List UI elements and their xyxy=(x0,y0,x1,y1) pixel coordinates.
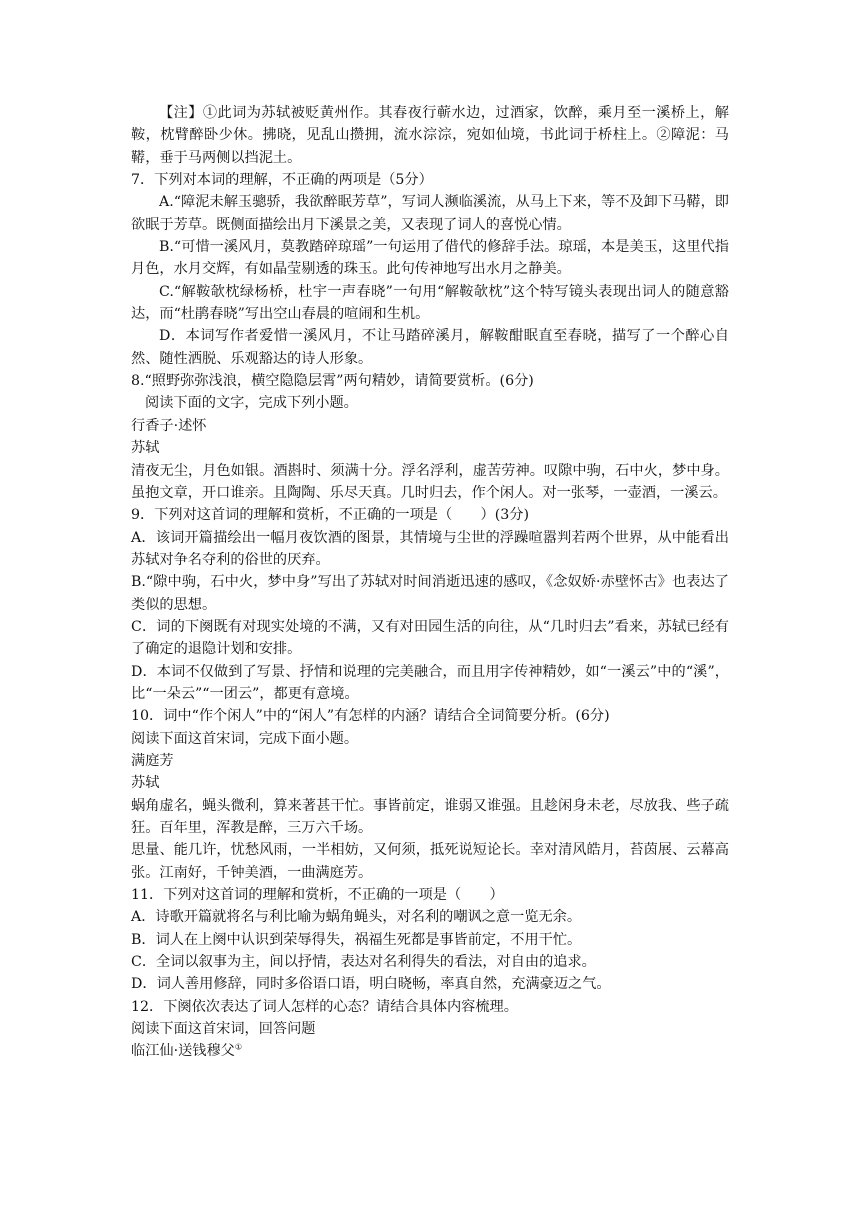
footnote-marker: ① xyxy=(234,1042,242,1052)
question-10: 10．词中“作个闲人”中的“闲人”有怎样的内涵？请结合全词简要分析。(6分) xyxy=(131,708,610,725)
q11-option-b: B．词人在上阕中认识到荣辱得失，祸福生死都是事皆前定，不用干忙。 xyxy=(131,931,582,948)
reading-instruction-3: 阅读下面这首宋词，回答问题 xyxy=(131,1021,316,1038)
reading-instruction-2: 阅读下面这首宋词，完成下面小题。 xyxy=(131,730,359,747)
reading-instruction-1: 阅读下面的文字，完成下列小题。 xyxy=(145,395,358,412)
poem-text-2a: 蜗角虚名，蝇头微利，算来著甚干忙。事皆前定，谁弱又谁强。且趁闲身未老，尽放我、些子疏狂。百年里，浑教是醉，三万六千场。 xyxy=(131,797,729,836)
q9-option-a: A．该词开篇描绘出一幅月夜饮酒的图景，其情境与尘世的浮躁喧嚣判若两个世界，从中能看出苏轼对争名夺利的俗世的厌弃。 xyxy=(131,529,729,568)
poem-title-2: 满庭芳 xyxy=(131,752,174,769)
poem-title-1: 行香子·述怀 xyxy=(131,417,207,434)
q11-option-d: D．词人善用修辞，同时多俗语口语，明白晓畅，率真自然，充满豪迈之气。 xyxy=(131,976,611,993)
q7-option-b: B.“可惜一溪风月，莫教踏碎琼瑶”一句运用了借代的修辞手法。琼瑶，本是美玉，这里代指月色，水月交辉，有如晶莹剔透的珠玉。此句传神地写出水月之静美。 xyxy=(131,239,729,278)
question-11: 11．下列对这首词的理解和赏析，不正确的一项是（ ） xyxy=(131,887,504,904)
document-body xyxy=(131,102,729,1063)
q9-option-b: B.“隙中驹，石中火，梦中身”写出了苏轼对时间消逝迅速的感叹，《念奴娇·赤壁怀古》也表达了类似的思想。 xyxy=(131,574,729,613)
poem-author-2: 苏轼 xyxy=(131,775,160,792)
question-7: 7．下列对本词的理解，不正确的两项是（5分） xyxy=(131,172,433,189)
q7-option-d: D．本词写作者爱惜一溪风月，不让马踏碎溪月，解鞍酣眠直至春晓，描写了一个醉心自然、随性洒脱、乐观豁达的诗人形象。 xyxy=(131,328,729,367)
poem-text-1: 清夜无尘，月色如银。酒斟时、须满十分。浮名浮利，虚苦劳神。叹隙中驹，石中火，梦中身。虽抱文章，开口谁亲。且陶陶、乐尽天真。几时归去，作个闲人。对一张琴，一壶酒，一溪云。 xyxy=(131,462,729,501)
q7-option-c: C.“解鞍欹枕绿杨桥，杜宇一声春晓”一句用“解鞍欹枕”这个特写镜头表现出词人的随意豁达，而“杜鹃春晓”写出空山春晨的喧闹和生机。 xyxy=(131,283,729,323)
q9-option-c: C．词的下阕既有对现实处境的不满，又有对田园生活的向往，从“几时归去”看来，苏轼已经有了确定的退隐计划和安排。 xyxy=(131,618,729,658)
q11-option-a: A．诗歌开篇就将名与利比喻为蜗角蝇头，对名利的嘲讽之意一览无余。 xyxy=(131,909,582,926)
q9-option-d: D．本词不仅做到了写景、抒情和说理的完美融合，而且用字传神精妙，如“一溪云”中的“溪”，比“一朵云”“一团云”，都更有意境。 xyxy=(131,663,729,702)
q11-option-c: C．全词以叙事为主，间以抒情，表达对名利得失的看法，对自由的追求。 xyxy=(131,954,596,971)
question-8: 8.“照野弥弥浅浪，横空隐隐层霄”两句精妙，请简要赏析。(6分) xyxy=(131,373,534,390)
question-12: 12．下阕依次表达了词人怎样的心态？请结合具体内容梳理。 xyxy=(131,998,518,1015)
poem-title-3-text: 临江仙·送钱穆父 xyxy=(131,1043,235,1060)
poem-text-2b: 思量、能几许，忧愁风雨，一半相妨，又何须，抵死说短论长。幸对清风皓月，苔茵展、云幕高张。江南好，千钟美酒，一曲满庭芳。 xyxy=(131,842,729,881)
question-9: 9．下列对这首词的理解和赏析，不正确的一项是（ ）(3分) xyxy=(131,507,530,524)
note-paragraph: 【注】①此词为苏轼被贬黄州作。其春夜行蕲水边，过酒家，饮醉，乘月至一溪桥上，解鞍，枕臂醉卧少休。拂晓，见乱山攒拥，流水淙淙，宛如仙境，书此词于桥柱上。②障泥：马鞯，垂于马两侧以挡泥土。 xyxy=(131,105,729,166)
poem-title-3 xyxy=(131,1040,729,1062)
q7-option-a: A.“障泥未解玉骢骄，我欲醉眠芳草”，写词人濒临溪流，从马上下来，等不及卸下马鞯，即欲眠于芳草。既侧面描绘出月下溪景之美，又表现了词人的喜悦心情。 xyxy=(131,194,729,233)
poem-author-1: 苏轼 xyxy=(131,440,160,457)
